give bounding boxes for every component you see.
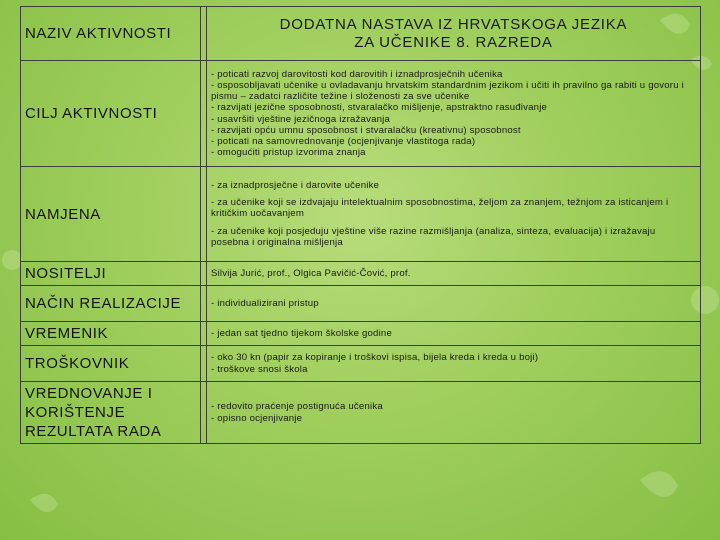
purpose-line-3: - za učenike koji posjeduju vještine više razine razmišljanja (analiza, sinteza, evaluacija) i izražavaju posebna i originalna mišljenja (211, 225, 656, 248)
method-line-1: - individualizirani pristup (211, 297, 319, 309)
goal-line-2: - osposobljavati učenike u ovladavanju hrvatskim standardnim jezikom i učiti ih pravilno ga rabiti u govoru i pismu – zadatci različite težine i složenosti za sve učenike (211, 79, 684, 103)
activity-title-line-2: ZA UČENIKE 8. RAZREDA (354, 33, 553, 51)
row-label-evaluation: VREDNOVANJE I KORIŠTENJE REZULTATA RADA (21, 382, 201, 444)
goal-line-4: - usavršiti vještine jezičnoga izražavanja (211, 113, 391, 125)
row-label-purpose: NAMJENA (21, 167, 201, 262)
goal-line-3: - razvijati jezične sposobnosti, stvaralačko mišljenje, apstraktno rasuđivanje (211, 102, 548, 114)
row-content-holders (207, 262, 701, 286)
row-label-method: NAČIN REALIZACIJE (21, 286, 201, 322)
row-content-schedule (207, 322, 701, 346)
row-content-evaluation (207, 382, 701, 444)
activity-title-line-1: DODATNA NASTAVA IZ HRVATSKOGA JEZIKA (279, 15, 628, 33)
row-costs (21, 346, 701, 382)
activity-table (20, 6, 701, 444)
header-row (21, 7, 701, 61)
activity-name-label: NAZIV AKTIVNOSTI (21, 7, 201, 61)
evaluation-line-1: - redovito praćenje postignuća učenika (211, 401, 383, 413)
row-evaluation (21, 382, 701, 444)
purpose-line-1: - za iznadprosječne i darovite učenike (211, 179, 380, 191)
goal-line-6: - poticati na samovrednovanje (ocjenjivanje vlastitoga rada) (211, 135, 476, 147)
row-content-costs (207, 346, 701, 382)
schedule-line-1: - jedan sat tjedno tijekom školske godine (211, 327, 392, 339)
purpose-line-2: - za učenike koji se izdvajaju intelektualnim sposobnostima, željom za znanjem, težnjom za isticanjem i kritičkim uočavanjem (211, 197, 669, 220)
row-label-holders: NOSITELJI (21, 262, 201, 286)
goal-line-7: - omogućiti pristup izvorima znanja (211, 147, 366, 159)
row-label-goal: CILJ AKTIVNOSTI (21, 61, 201, 167)
costs-line-1: - oko 30 kn (papir za kopiranje i troškovi ispisa, bijela kreda i kreda u boji) (211, 352, 539, 364)
row-goal (21, 61, 701, 167)
goal-line-1: - poticati razvoj darovitosti kod darovitih i iznadprosječnih učenika (211, 68, 503, 80)
row-holders (21, 262, 701, 286)
evaluation-line-2: - opisno ocjenjivanje (211, 412, 303, 424)
holders-line-1: Silvija Jurić, prof., Olgica Pavičić-Čović, prof. (211, 267, 411, 279)
row-label-schedule: VREMENIK (21, 322, 201, 346)
row-schedule (21, 322, 701, 346)
activity-title (207, 7, 701, 61)
row-purpose (21, 167, 701, 262)
row-method (21, 286, 701, 322)
costs-line-2: - troškove snosi škola (211, 363, 308, 375)
row-content-goal (207, 61, 701, 167)
row-content-method (207, 286, 701, 322)
row-content-purpose (207, 167, 701, 262)
goal-line-5: - razvijati opću umnu sposobnost i stvaralačku (kreativnu) sposobnost (211, 124, 521, 136)
row-label-costs: TROŠKOVNIK (21, 346, 201, 382)
